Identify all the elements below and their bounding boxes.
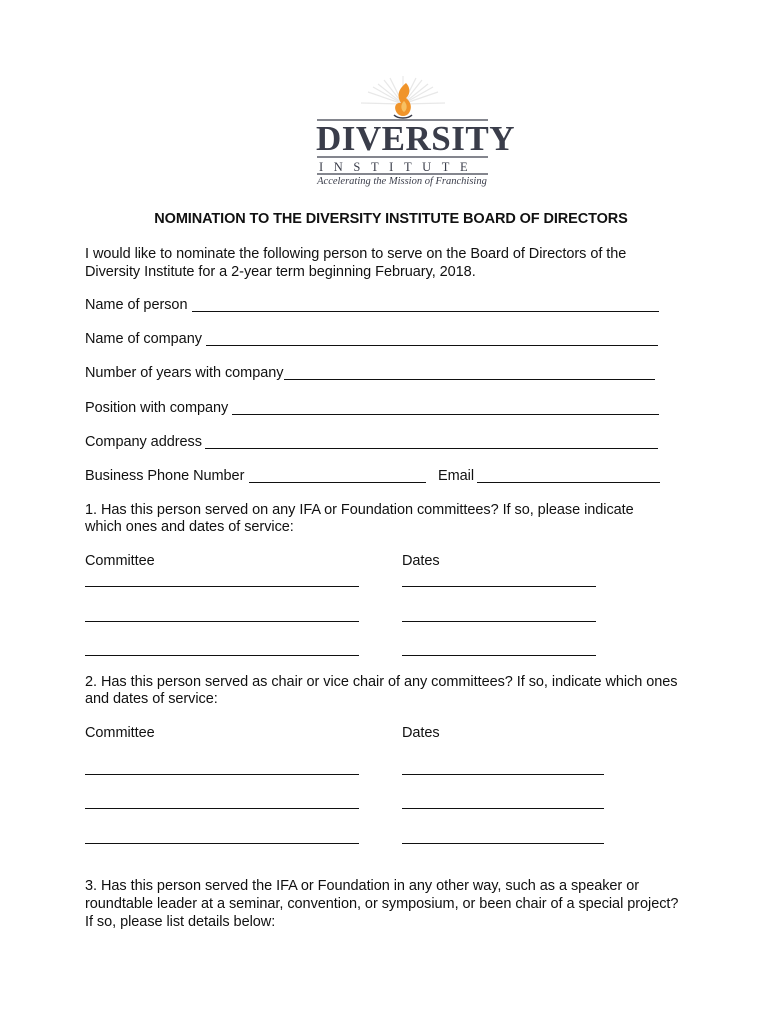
q1-committee-field-1[interactable]	[85, 586, 359, 587]
q1-line-2: which ones and dates of service:	[85, 519, 294, 535]
business-phone-field[interactable]	[249, 482, 426, 483]
q2-committee-field-2[interactable]	[85, 808, 359, 809]
name-of-person-label: Name of person	[85, 297, 188, 313]
q3-line-1: 3. Has this person served the IFA or Foundation in any other way, such as a speaker or	[85, 878, 639, 894]
name-of-company-label: Name of company	[85, 331, 202, 347]
q2-dates-field-3[interactable]	[402, 843, 604, 844]
logo-tagline: Accelerating the Mission of Franchising	[317, 176, 487, 187]
q2-committee-field-1[interactable]	[85, 774, 359, 775]
q2-committee-field-3[interactable]	[85, 843, 359, 844]
q2-line-2: and dates of service:	[85, 691, 218, 707]
q2-dates-field-1[interactable]	[402, 774, 604, 775]
email-field[interactable]	[477, 482, 660, 483]
q2-committee-header: Committee	[85, 725, 155, 741]
q1-dates-field-3[interactable]	[402, 655, 596, 656]
q1-committee-field-3[interactable]	[85, 655, 359, 656]
form-title: NOMINATION TO THE DIVERSITY INSTITUTE BOARD OF DIRECTORS	[154, 211, 628, 227]
q1-committee-header: Committee	[85, 553, 155, 569]
position-label: Position with company	[85, 400, 229, 416]
q2-dates-field-2[interactable]	[402, 808, 604, 809]
logo-wordmark: DIVERSITY	[316, 119, 515, 158]
years-with-company-label: Number of years with company	[85, 365, 284, 381]
diversity-institute-logo	[300, 76, 515, 192]
years-with-company-field[interactable]	[284, 379, 655, 380]
q2-line-1: 2. Has this person served as chair or vice chair of any committees? If so, indicate which ones	[85, 674, 678, 690]
email-label: Email	[438, 468, 475, 484]
q1-dates-field-1[interactable]	[402, 586, 596, 587]
q3-line-3: If so, please list details below:	[85, 914, 276, 930]
q1-dates-header: Dates	[402, 553, 440, 569]
q2-dates-header: Dates	[402, 725, 440, 741]
name-of-company-field[interactable]	[206, 345, 658, 346]
position-field[interactable]	[232, 414, 659, 415]
logo-subtitle: INSTITUTE	[319, 160, 479, 174]
q1-committee-field-2[interactable]	[85, 621, 359, 622]
intro-line-2: Diversity Institute for a 2-year term beginning February, 2018.	[85, 264, 476, 280]
q1-line-1: 1. Has this person served on any IFA or Foundation committees? If so, please indicate	[85, 502, 634, 518]
company-address-field[interactable]	[205, 448, 658, 449]
business-phone-label: Business Phone Number	[85, 468, 245, 484]
intro-line-1: I would like to nominate the following person to serve on the Board of Directors of the	[85, 246, 627, 262]
name-of-person-field[interactable]	[192, 311, 659, 312]
q1-dates-field-2[interactable]	[402, 621, 596, 622]
q3-line-2: roundtable leader at a seminar, convention, or symposium, or been chair of a special project?	[85, 896, 679, 912]
company-address-label: Company address	[85, 434, 202, 450]
